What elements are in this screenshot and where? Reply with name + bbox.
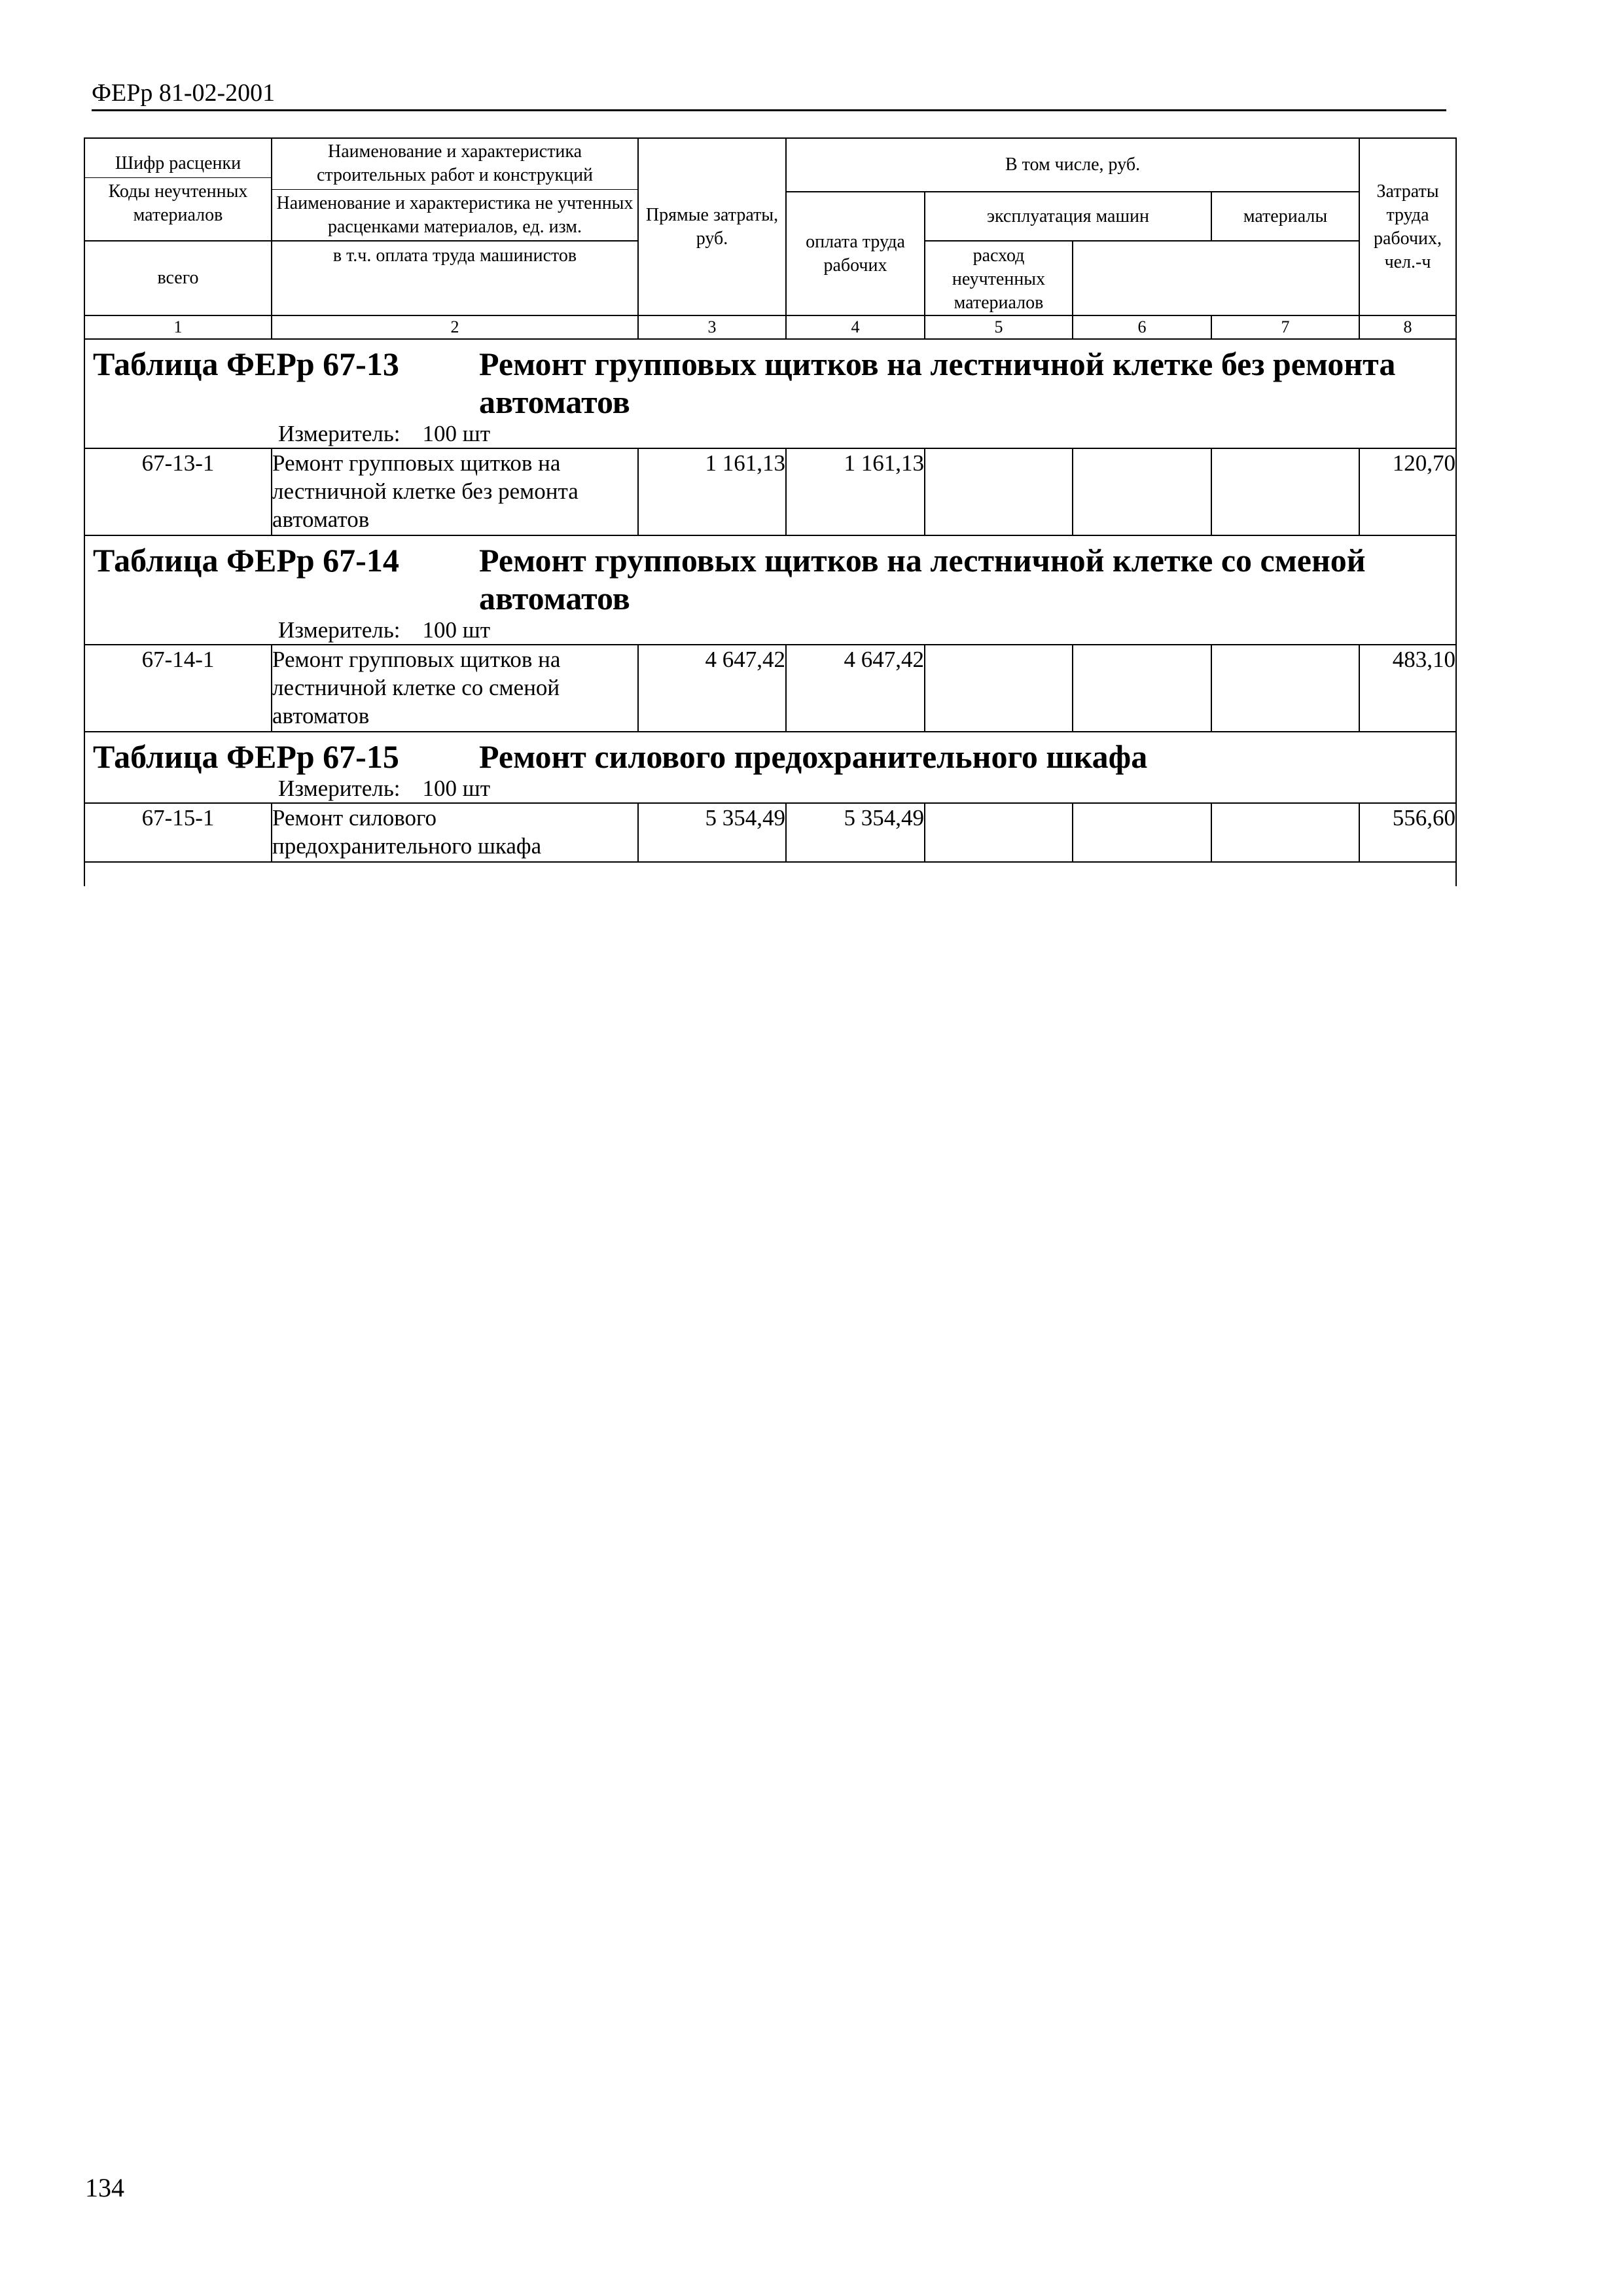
machinists-pay-value xyxy=(1073,448,1211,535)
section-label: Таблица ФЕРр 67-14 xyxy=(93,542,399,579)
column-number: 3 xyxy=(638,315,786,339)
rate-code: 67-15-1 xyxy=(84,803,272,862)
labor-pay-value: 5 354,49 xyxy=(786,803,925,862)
labor-pay-value: 4 647,42 xyxy=(786,645,925,732)
column-number: 2 xyxy=(272,315,638,339)
header-rule xyxy=(92,109,1446,111)
machinists-pay-value xyxy=(1073,803,1211,862)
materials-value xyxy=(1211,645,1359,732)
continuation-cell xyxy=(84,862,1456,886)
unit-value: 100 шт xyxy=(422,421,491,446)
rate-name: Ремонт силового предохранительного шкафа xyxy=(272,803,638,862)
materials-value xyxy=(1211,448,1359,535)
column-number: 4 xyxy=(786,315,925,339)
table-row xyxy=(84,645,1456,732)
machines-total-value xyxy=(925,448,1073,535)
section-title-row xyxy=(84,535,1456,645)
section-title: Ремонт групповых щитков на лестничной клетке без ремонта автоматов xyxy=(479,346,1396,420)
machines-total-value xyxy=(925,803,1073,862)
header-machines-total: всего xyxy=(84,241,272,315)
section-title-row xyxy=(84,339,1456,448)
header-name-top: Наименование и характеристика строительных работ и конструкций xyxy=(272,139,637,190)
page-number: 134 xyxy=(85,2173,124,2202)
header-cell-name xyxy=(272,138,638,241)
header-code-top: Шифр расценки xyxy=(85,151,271,178)
unit-value: 100 шт xyxy=(422,776,491,801)
header-materials-consumption: расход неучтенных материалов xyxy=(925,241,1073,315)
direct-costs-value: 4 647,42 xyxy=(638,645,786,732)
header-name-bottom: Наименование и характеристика не учтенных расценками материалов, ед. изм. xyxy=(276,193,633,237)
labor-hours-value: 120,70 xyxy=(1359,448,1456,535)
labor-pay-value: 1 161,13 xyxy=(786,448,925,535)
unit-label: Измеритель: xyxy=(278,617,401,643)
header-direct-costs: Прямые затраты, руб. xyxy=(638,138,786,315)
rate-code: 67-13-1 xyxy=(84,448,272,535)
column-number: 1 xyxy=(84,315,272,339)
machines-total-value xyxy=(925,645,1073,732)
unit-line xyxy=(85,421,1455,448)
header-group-machines: эксплуатация машин xyxy=(925,192,1211,241)
rate-name: Ремонт групповых щитков на лестничной клетке без ремонта автоматов xyxy=(272,448,638,535)
rate-name: Ремонт групповых щитков на лестничной клетке со сменой автоматов xyxy=(272,645,638,732)
rate-code: 67-14-1 xyxy=(84,645,272,732)
column-number: 7 xyxy=(1211,315,1359,339)
header-machinists-pay: в т.ч. оплата труда машинистов xyxy=(272,241,638,315)
header-labor-pay: оплата труда рабочих xyxy=(786,192,925,315)
unit-line xyxy=(85,617,1455,644)
materials-value xyxy=(1211,803,1359,862)
unit-label: Измеритель: xyxy=(278,421,401,446)
column-number: 5 xyxy=(925,315,1073,339)
unit-label: Измеритель: xyxy=(278,776,401,801)
section-title-row xyxy=(84,732,1456,803)
header-group-materials: материалы xyxy=(1211,192,1359,241)
unit-value: 100 шт xyxy=(422,617,491,643)
table-continuation xyxy=(84,862,1456,886)
section-label: Таблица ФЕРр 67-13 xyxy=(93,346,399,382)
running-title: ФЕРр 81-02-2001 xyxy=(92,79,276,107)
header-cell-code xyxy=(84,138,272,241)
header-code-bottom: Коды неучтенных материалов xyxy=(108,181,248,225)
section-title: Ремонт силового предохранительного шкафа xyxy=(479,738,1148,775)
table-row xyxy=(84,803,1456,862)
direct-costs-value: 1 161,13 xyxy=(638,448,786,535)
column-number: 8 xyxy=(1359,315,1456,339)
labor-hours-value: 556,60 xyxy=(1359,803,1456,862)
header-group-in-that-number: В том числе, руб. xyxy=(786,138,1359,192)
rates-table xyxy=(84,137,1457,886)
table-row xyxy=(84,448,1456,535)
machinists-pay-value xyxy=(1073,645,1211,732)
labor-hours-value: 483,10 xyxy=(1359,645,1456,732)
header-labor-hours: Затраты труда рабочих, чел.-ч xyxy=(1359,138,1456,315)
section-title: Ремонт групповых щитков на лестничной клетке со сменой автоматов xyxy=(479,542,1366,617)
direct-costs-value: 5 354,49 xyxy=(638,803,786,862)
section-label: Таблица ФЕРр 67-15 xyxy=(93,738,399,775)
column-number: 6 xyxy=(1073,315,1211,339)
unit-line xyxy=(85,776,1455,802)
